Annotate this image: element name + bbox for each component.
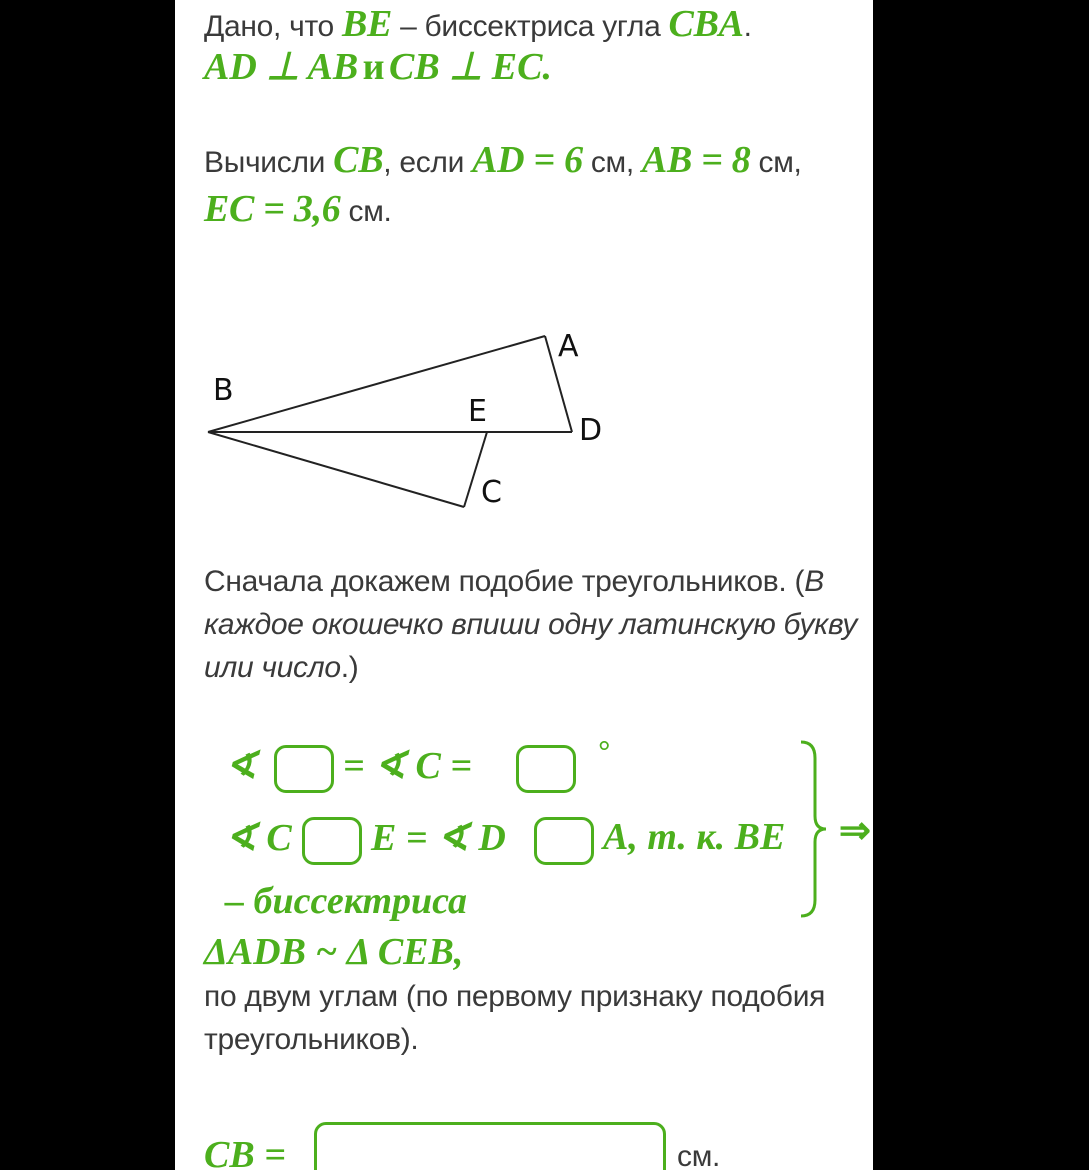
task-text: см. xyxy=(340,195,392,228)
intro-text: .) xyxy=(340,651,359,684)
math-cb: CB xyxy=(333,139,384,181)
segment-bc xyxy=(208,432,464,507)
angle-symbol: ∢ xyxy=(225,745,257,787)
given-text: – биссектриса угла xyxy=(392,10,669,43)
point-label-b: B xyxy=(213,373,234,408)
answer-unit: см. xyxy=(677,1140,721,1170)
given-text: Дано, что xyxy=(204,10,342,43)
row2-part-b: E = ∢ D xyxy=(371,817,506,859)
segment-ba xyxy=(208,336,545,432)
input-angle-dba-middle[interactable] xyxy=(534,817,594,865)
task-text: см, xyxy=(750,146,802,179)
input-angle-degrees[interactable] xyxy=(516,745,576,793)
math-ad-perp-ab: AD ⊥ AB xyxy=(204,46,359,88)
given-line-1 xyxy=(204,2,752,46)
intro-line-1 xyxy=(204,565,824,599)
point-label-c: C xyxy=(481,475,502,510)
row1-equals: = ∢ C = xyxy=(343,745,472,787)
row2-part-a: ∢ C xyxy=(225,817,292,859)
intro-line-2: каждое окошечко впиши одну латинскую букву xyxy=(204,608,858,641)
given-text: . xyxy=(743,10,752,43)
task-text: см, xyxy=(582,146,642,179)
math-be: BE xyxy=(341,3,393,45)
implies-arrow: ⇒ xyxy=(839,810,871,852)
answer-label: CB = xyxy=(204,1134,286,1170)
reason-line-2: треугольников). xyxy=(204,1023,419,1056)
math-ab-8: AB = 8 xyxy=(641,139,751,181)
row3-bisector: – биссектриса xyxy=(225,880,468,922)
task-line-1 xyxy=(204,138,802,182)
answer-input-cb[interactable] xyxy=(314,1122,666,1170)
math-ec-3-6: EC = 3,6 xyxy=(204,188,341,230)
intro-text-italic: В xyxy=(804,565,824,598)
task-text: , если xyxy=(383,146,473,179)
system-brace xyxy=(793,738,833,920)
reason-line-1: по двум углам (по первому признаку подобия xyxy=(204,980,826,1013)
similarity-statement: ΔADB ~ Δ CEB, xyxy=(204,931,464,973)
math-cba: CBA xyxy=(668,3,744,45)
point-label-a: A xyxy=(558,329,579,364)
intro-text: Сначала докажем подобие треугольников. ( xyxy=(204,565,805,598)
task-line-2 xyxy=(204,187,392,231)
intro-text-italic: или число xyxy=(204,651,341,684)
input-angle-cbe-middle[interactable] xyxy=(302,817,362,865)
task-panel xyxy=(175,0,873,1170)
task-text: Вычисли xyxy=(204,146,334,179)
math-ad-6: AD = 6 xyxy=(472,139,583,181)
point-label-e: E xyxy=(468,394,487,429)
row2-part-c: A, т. к. BE xyxy=(603,816,786,858)
given-line-2 xyxy=(204,44,552,89)
math-cb-perp-ec: CB ⊥ EC. xyxy=(388,46,552,88)
math-and: и xyxy=(362,46,385,88)
degree-symbol: ° xyxy=(597,735,609,768)
input-angle-vertex[interactable] xyxy=(274,745,334,793)
intro-line-3 xyxy=(204,651,358,685)
point-label-d: D xyxy=(579,413,603,448)
